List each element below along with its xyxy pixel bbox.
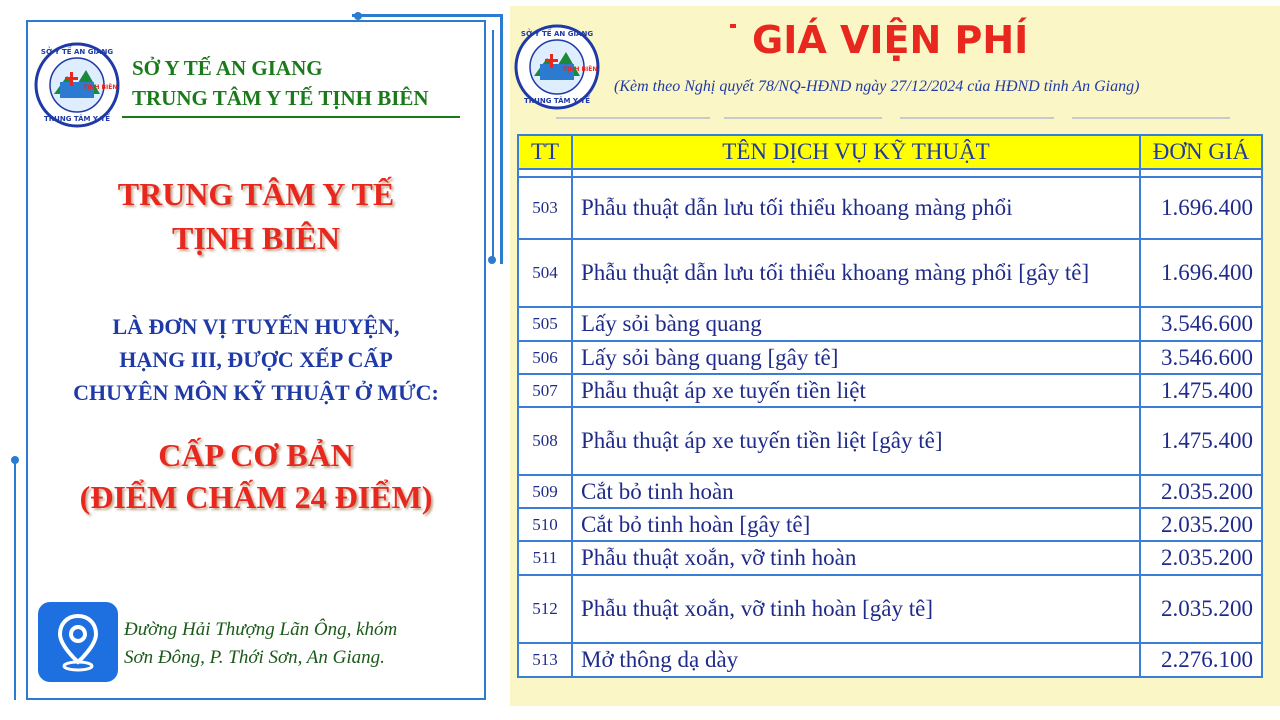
unit-price: 1.696.400 [1140,239,1262,307]
table-header-row [518,135,1262,169]
table-row [518,374,1262,407]
level-line: (ĐIỂM CHẤM 24 ĐIỂM) [79,479,433,515]
header-divider [122,116,460,118]
unit-price: 3.546.600 [1140,341,1262,374]
note-divider [724,117,882,119]
table-row [518,177,1262,239]
decor-line-vertical-2 [492,30,494,260]
unit-price: 1.696.400 [1140,177,1262,239]
service-name: Cắt bỏ tinh hoàn [gây tê] [572,508,1140,541]
level-line: CẤP CƠ BẢN [158,437,354,473]
row-number: 513 [518,643,572,677]
decor-dot [354,12,362,20]
row-number: 507 [518,374,572,407]
service-name: Phẫu thuật áp xe tuyến tiền liệt [572,374,1140,407]
decor-line-vertical [500,14,503,264]
logo-center-text: TỊNH BIÊN [563,66,598,73]
decor-line-top [352,14,502,17]
desc-line: LÀ ĐƠN VỊ TUYẾN HUYỆN, [112,314,400,339]
service-name: Lấy sỏi bàng quang [gây tê] [572,341,1140,374]
spacer-row [518,169,1262,177]
price-list-title: GIÁ VIỆN PHÍ [752,18,1029,62]
classification-description [28,310,484,409]
row-number: 506 [518,341,572,374]
price-list-panel [510,6,1280,706]
note-divider [1072,117,1230,119]
row-number: 508 [518,407,572,475]
logo-bottom-text: TRUNG TÂM Y TẾ [523,97,591,105]
service-name: Mở thông dạ dày [572,643,1140,677]
map-pin-icon [38,602,118,682]
legal-reference-note: (Kèm theo Nghị quyết 78/NQ-HĐND ngày 27/12/2024 của HĐND tỉnh An Giang) [614,78,1140,95]
organization-name: TRUNG TÂM Y TẾ TỊNH BIÊN [132,86,429,110]
address-line: Sơn Đông, P. Thới Sơn, An Giang. [124,647,385,668]
unit-price: 3.546.600 [1140,307,1262,341]
technical-level [28,434,484,518]
service-name: Phẫu thuật dẫn lưu tối thiểu khoang màng phổi [572,177,1140,239]
service-name: Cắt bỏ tinh hoàn [572,475,1140,508]
center-title-line2: TỊNH BIÊN [171,220,341,256]
address [124,616,397,672]
table-row [518,341,1262,374]
note-divider [556,117,710,119]
address-line: Đường Hải Thượng Lãn Ông, khóm [124,619,398,640]
hospital-info-panel [26,20,486,700]
table-row [518,508,1262,541]
service-name: Phẫu thuật dẫn lưu tối thiểu khoang màng phổi [gây tê] [572,239,1140,307]
decor-dot [488,256,496,264]
unit-price: 1.475.400 [1140,407,1262,475]
unit-price: 2.035.200 [1140,541,1262,575]
service-name: Lấy sỏi bàng quang [572,307,1140,341]
row-number: 505 [518,307,572,341]
unit-price: 2.276.100 [1140,643,1262,677]
row-number: 512 [518,575,572,643]
logo-bottom-text: TRUNG TÂM Y TẾ [43,115,111,123]
service-name: Phẫu thuật xoắn, vỡ tinh hoàn [572,541,1140,575]
logo-center-text: TỊNH BIÊN [83,84,118,91]
table-row [518,239,1262,307]
unit-price: 2.035.200 [1140,475,1262,508]
logo-top-text: SỞ Y TẾ AN GIANG [520,30,594,38]
decor-line-left [14,460,16,700]
unit-price: 2.035.200 [1140,508,1262,541]
desc-line: CHUYÊN MÔN KỸ THUẬT Ở MỨC: [73,380,439,405]
unit-price: 1.475.400 [1140,374,1262,407]
desc-line: HẠNG III, ĐƯỢC XẾP CẤP [119,347,393,372]
table-row [518,475,1262,508]
hospital-logo [34,42,120,128]
price-table [517,134,1263,678]
unit-price: 2.035.200 [1140,575,1262,643]
table-row [518,575,1262,643]
row-number: 504 [518,239,572,307]
row-number: 503 [518,177,572,239]
row-number: 510 [518,508,572,541]
center-title-line1: TRUNG TÂM Y TẾ [117,176,395,212]
row-number: 511 [518,541,572,575]
table-row [518,643,1262,677]
service-name: Phẫu thuật áp xe tuyến tiền liệt [gây tê] [572,407,1140,475]
row-number: 509 [518,475,572,508]
service-name: Phẫu thuật xoắn, vỡ tinh hoàn [gây tê] [572,575,1140,643]
table-row [518,541,1262,575]
logo-top-text: SỞ Y TẾ AN GIANG [40,48,114,56]
header-service-name: TÊN DỊCH VỤ KỸ THUẬT [572,135,1140,169]
title-mark [730,24,736,28]
note-divider [900,117,1054,119]
parent-organization: SỞ Y TẾ AN GIANG [132,56,323,80]
header-tt: TT [518,135,572,169]
table-row [518,307,1262,341]
table-row [518,407,1262,475]
hospital-logo [514,24,600,110]
header-unit-price: ĐƠN GIÁ [1140,135,1262,169]
decor-dot [11,456,19,464]
